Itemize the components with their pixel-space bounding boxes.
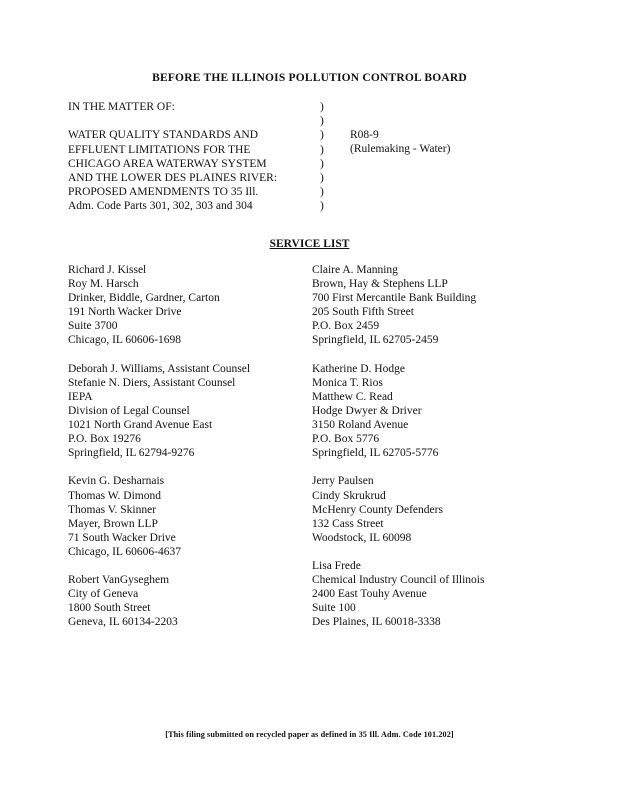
caption-paren: ) xyxy=(320,186,324,199)
contact-line: Chemical Industry Council of Illinois xyxy=(312,574,485,587)
recycled-paper-note: [This filing submitted on recycled paper as defined in 35 Ill. Adm. Code 101.202] xyxy=(165,730,454,739)
contact-line: 2400 East Touhy Avenue xyxy=(312,588,427,601)
contact-line: 205 South Fifth Street xyxy=(312,306,414,319)
contact-block xyxy=(312,474,562,544)
contact-name: Richard J. Kissel xyxy=(68,264,147,276)
contact-line: McHenry County Defenders xyxy=(312,503,443,516)
contact-line: Cindy Skrukrud xyxy=(312,489,386,502)
contact-line: City of Geneva xyxy=(68,588,139,601)
contact-line: Mayer, Brown LLP xyxy=(68,517,158,530)
caption-parens xyxy=(320,100,330,214)
docket-number: R08-9 xyxy=(350,129,379,141)
contact-line: Division of Legal Counsel xyxy=(68,404,190,417)
caption-line: EFFLUENT LIMITATIONS FOR THE xyxy=(68,143,251,156)
document-title: BEFORE THE ILLINOIS POLLUTION CONTROL BOARD xyxy=(152,72,467,84)
contact-line: Suite 3700 xyxy=(68,320,118,333)
caption-line xyxy=(68,114,318,128)
contact-line: Monica T. Rios xyxy=(312,376,383,389)
caption-paren: ) xyxy=(320,101,324,113)
contact-line: Drinker, Biddle, Gardner, Carton xyxy=(68,292,220,305)
contact-line: P.O. Box 19276 xyxy=(68,433,141,446)
docket-type: (Rulemaking - Water) xyxy=(350,143,451,156)
contact-block xyxy=(312,263,562,348)
contact-name: Robert VanGyseghem xyxy=(68,574,170,587)
caption-paren: ) xyxy=(320,157,324,170)
contact-name: Kevin G. Desharnais xyxy=(68,475,165,488)
contact-line: Springfield, IL 62794-9276 xyxy=(68,447,195,460)
caption-line: CHICAGO AREA WATERWAY SYSTEM xyxy=(68,157,267,170)
contact-line: 132 Cass Street xyxy=(312,517,384,530)
contact-block xyxy=(68,362,318,461)
contact-block xyxy=(68,263,318,348)
caption-line: IN THE MATTER OF: xyxy=(68,101,175,113)
contact-name: Jerry Paulsen xyxy=(312,475,374,488)
service-list-heading: SERVICE LIST xyxy=(269,238,350,250)
contact-line: Springfield, IL 62705-2459 xyxy=(312,334,439,347)
caption-line: WATER QUALITY STANDARDS AND xyxy=(68,129,258,142)
contact-line: 1021 North Grand Avenue East xyxy=(68,419,213,432)
service-list-left-column xyxy=(68,263,318,644)
contact-line: 700 First Mercantile Bank Building xyxy=(312,292,477,305)
caption-line: AND THE LOWER DES PLAINES RIVER: xyxy=(68,171,278,184)
contact-line: P.O. Box 2459 xyxy=(312,320,380,333)
caption-line: PROPOSED AMENDMENTS TO 35 Ill. xyxy=(68,186,259,199)
contact-line: 71 South Wacker Drive xyxy=(68,531,176,544)
caption-paren: ) xyxy=(320,129,324,142)
caption-paren: ) xyxy=(320,115,324,128)
caption-matter xyxy=(68,100,318,214)
contact-line: Springfield, IL 62705-5776 xyxy=(312,447,439,460)
contact-block xyxy=(68,573,318,629)
caption-paren: ) xyxy=(320,171,324,184)
contact-line: Suite 100 xyxy=(312,602,356,615)
contact-line: Woodstock, IL 60098 xyxy=(312,531,412,544)
contact-line: Des Plaines, IL 60018-3338 xyxy=(312,616,441,629)
contact-line: Thomas W. Dimond xyxy=(68,489,161,502)
caption-paren: ) xyxy=(320,143,324,156)
contact-line: Matthew C. Read xyxy=(312,390,393,403)
caption-paren: ) xyxy=(320,200,324,213)
contact-line: 191 North Wacker Drive xyxy=(68,306,182,319)
contact-name: Claire A. Manning xyxy=(312,264,398,276)
caption-docket xyxy=(350,128,550,156)
caption-line: Adm. Code Parts 301, 302, 303 and 304 xyxy=(68,200,253,213)
contact-line: Chicago, IL 60606-1698 xyxy=(68,334,181,347)
contact-name: Katherine D. Hodge xyxy=(312,362,405,375)
contact-line: Thomas V. Skinner xyxy=(68,503,157,516)
contact-line: Geneva, IL 60134-2203 xyxy=(68,616,178,629)
contact-line: Chicago, IL 60606-4637 xyxy=(68,545,181,558)
contact-block xyxy=(68,474,318,559)
contact-name: Lisa Frede xyxy=(312,559,361,572)
contact-block xyxy=(312,559,562,629)
contact-line: 1800 South Street xyxy=(68,602,151,615)
contact-line: 3150 Roland Avenue xyxy=(312,419,409,432)
contact-line: Hodge Dwyer & Driver xyxy=(312,404,422,417)
contact-line: P.O. Box 5776 xyxy=(312,433,380,446)
contact-line: Brown, Hay & Stephens LLP xyxy=(312,278,448,291)
contact-line: IEPA xyxy=(68,390,93,403)
contact-name: Deborah J. Williams, Assistant Counsel xyxy=(68,362,251,375)
contact-line: Stefanie N. Diers, Assistant Counsel xyxy=(68,376,236,389)
service-list-right-column xyxy=(312,263,562,644)
contact-line: Roy M. Harsch xyxy=(68,278,139,291)
contact-block xyxy=(312,362,562,461)
